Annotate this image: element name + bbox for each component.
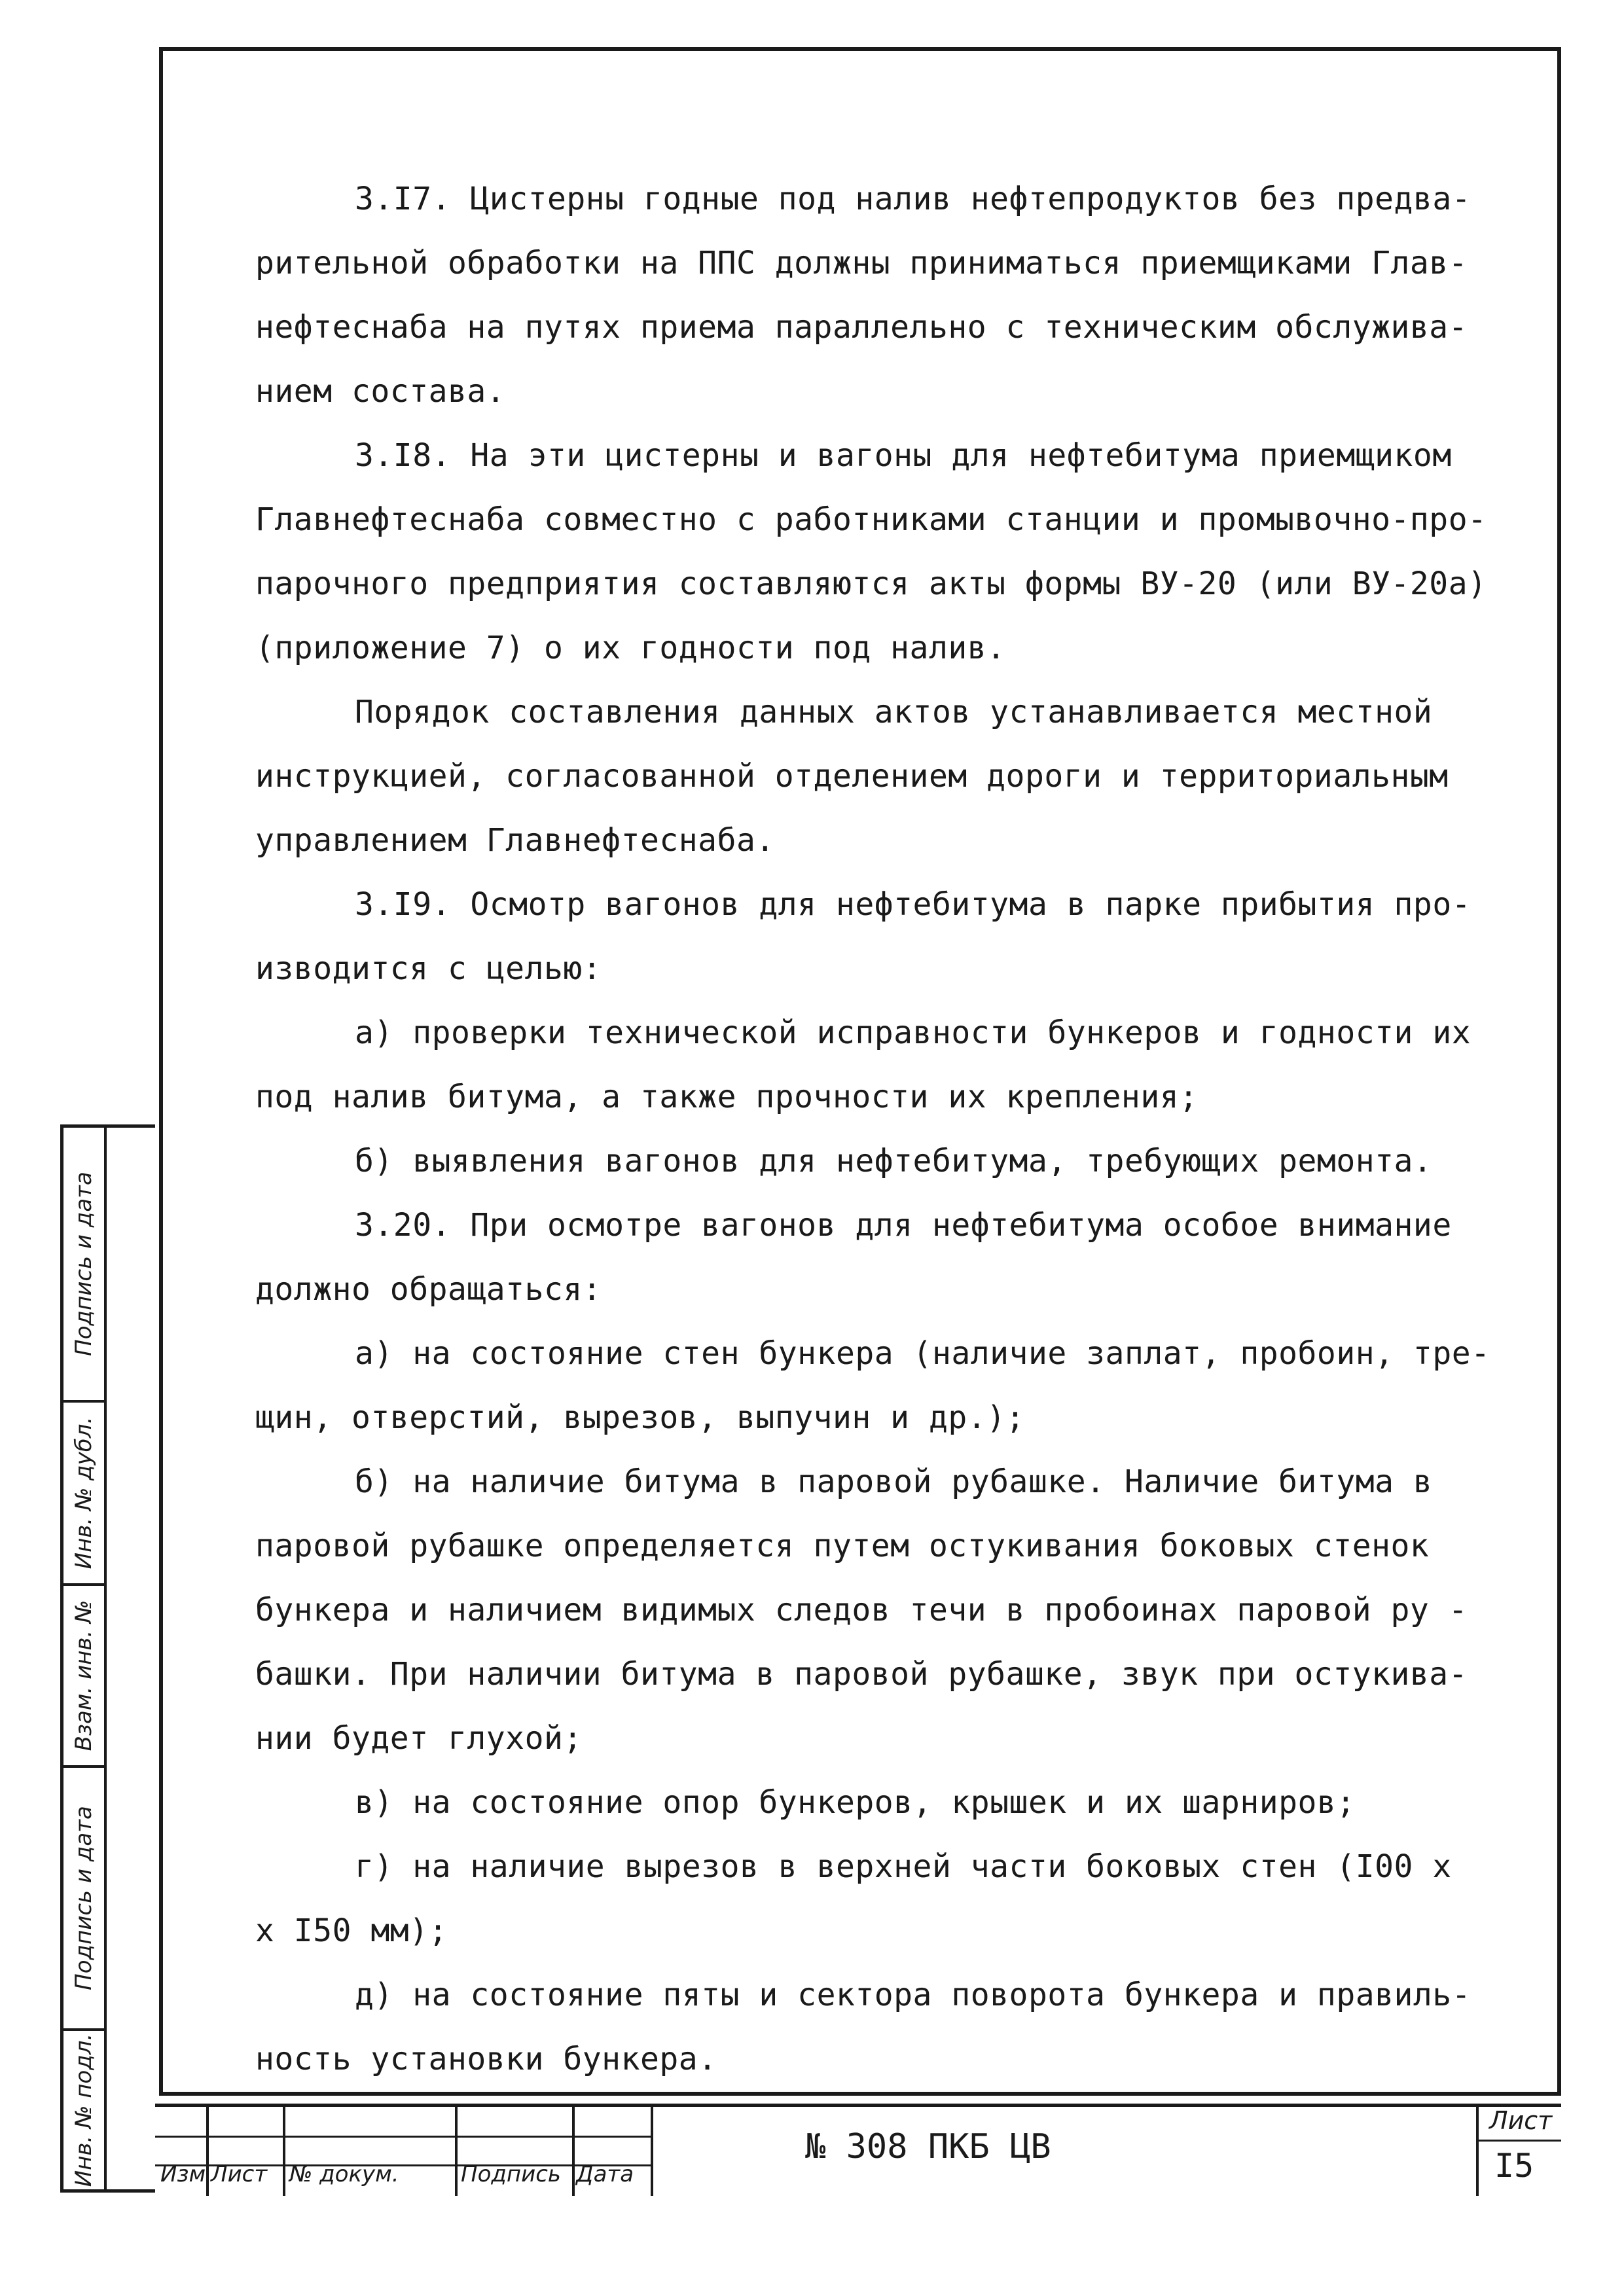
para-3-17-line-4: нием состава. bbox=[255, 373, 506, 410]
title-label-sheet: Лист bbox=[211, 2161, 268, 2187]
item-v-line-1: в) на состояние опор бункеров, крышек и их шарниров; bbox=[355, 1784, 1356, 1821]
title-col-line-4 bbox=[572, 2107, 575, 2196]
title-row-line-1 bbox=[155, 2136, 653, 2138]
item-b-line-1: б) выявления вагонов для нефтебитума, требующих ремонта. bbox=[355, 1143, 1433, 1179]
document-number: № 308 ПКБ ЦВ bbox=[805, 2127, 1051, 2166]
para-3-18-line-4: (приложение 7) о их годности под налив. bbox=[255, 630, 1006, 666]
document-body bbox=[255, 167, 1512, 2091]
side-label-mutual-inv: Взам. инв. № bbox=[71, 1600, 97, 1751]
title-label-change: Изм bbox=[160, 2161, 206, 2187]
para-3-18-line-2: Главнефтеснаба совместно с работниками станции и промывочно-про- bbox=[255, 501, 1487, 538]
title-label-date: Дата bbox=[576, 2161, 634, 2187]
item-b2-line-4: башки. При наличии битума в паровой рубашке, звук при остукива- bbox=[255, 1656, 1468, 1693]
item-b2-line-3: бункера и наличием видимых следов течи в пробоинах паровой ру - bbox=[255, 1592, 1468, 1628]
sheet-label: Лист bbox=[1489, 2106, 1553, 2135]
item-g-line-2: х I50 мм); bbox=[255, 1912, 448, 1949]
item-b2-line-2: паровой рубашке определяется путем остукивания боковых стенок bbox=[255, 1528, 1430, 1564]
item-b2-line-1: б) на наличие битума в паровой рубашке. Наличие битума в bbox=[355, 1463, 1433, 1500]
para-3-17-line-1: 3.I7. Цистерны годные под налив нефтепродуктов без предва- bbox=[355, 181, 1471, 217]
item-a2-line-1: а) на состояние стен бункера (наличие заплат, пробоин, тре- bbox=[355, 1335, 1490, 1372]
title-label-sign: Подпись bbox=[461, 2161, 561, 2187]
para-3-19-line-2: изводится с целью: bbox=[255, 950, 602, 987]
para-3-19-line-1: 3.I9. Осмотр вагонов для нефтебитума в парке прибытия про- bbox=[355, 886, 1471, 923]
sheet-number: I5 bbox=[1494, 2147, 1534, 2185]
title-col-line-1 bbox=[206, 2107, 209, 2196]
title-label-doc: № докум. bbox=[289, 2161, 399, 2187]
title-col-line-5 bbox=[651, 2107, 653, 2196]
side-cell-orig-inv bbox=[63, 2031, 104, 2189]
para-order-line-2: инструкцией, согласованной отделением дороги и территориальным bbox=[255, 758, 1449, 795]
side-label-dup-inv: Инв. № дубл. bbox=[71, 1416, 97, 1570]
para-3-17-line-2: рительной обработки на ППС должны приниматься приемщиками Глав- bbox=[255, 245, 1468, 281]
side-stamp-column bbox=[63, 1128, 107, 2189]
side-label-sign-date-1: Подпись и дата bbox=[71, 1172, 97, 1356]
title-sheet-divider bbox=[1476, 2140, 1561, 2142]
item-a-line-1: а) проверки технической исправности бункеров и годности их bbox=[355, 1014, 1471, 1051]
side-stamp bbox=[60, 1124, 155, 2193]
para-3-18-line-3: парочного предприятия составляются акты формы ВУ-20 (или ВУ-20а) bbox=[255, 565, 1487, 602]
side-cell-dup-inv bbox=[63, 1403, 104, 1586]
para-order-line-3: управлением Главнефтеснаба. bbox=[255, 822, 775, 859]
para-3-20-line-1: 3.20. При осмотре вагонов для нефтебитума особое внимание bbox=[355, 1207, 1452, 1244]
item-d-line-2: ность установки бункера. bbox=[255, 2041, 717, 2077]
side-label-sign-date-2: Подпись и дата bbox=[71, 1806, 97, 1990]
title-col-line-2 bbox=[283, 2107, 285, 2196]
side-cell-mutual-inv bbox=[63, 1586, 104, 1768]
para-order-line-1: Порядок составления данных актов устанавливается местной bbox=[355, 694, 1433, 730]
item-a2-line-2: щин, отверстий, вырезов, выпучин и др.); bbox=[255, 1399, 1025, 1436]
item-a-line-2: под налив битума, а также прочности их крепления; bbox=[255, 1079, 1199, 1115]
side-label-orig-inv: Инв. № подл. bbox=[71, 2033, 97, 2187]
title-col-line-3 bbox=[455, 2107, 458, 2196]
para-3-17-line-3: нефтеснаба на путях приема параллельно с техническим обслужива- bbox=[255, 309, 1468, 346]
para-3-18-line-1: 3.I8. На эти цистерны и вагоны для нефтебитума приемщиком bbox=[355, 437, 1452, 474]
side-cell-sign-date-2 bbox=[63, 1768, 104, 2031]
item-d-line-1: д) на состояние пяты и сектора поворота бункера и правиль- bbox=[355, 1977, 1471, 2013]
para-3-20-line-2: должно обращаться: bbox=[255, 1271, 602, 1308]
item-b2-line-5: нии будет глухой; bbox=[255, 1720, 583, 1757]
title-col-line-6 bbox=[1476, 2107, 1479, 2196]
item-g-line-1: г) на наличие вырезов в верхней части боковых стен (I00 х bbox=[355, 1848, 1452, 1885]
side-cell-sign-date-1 bbox=[63, 1128, 104, 1403]
